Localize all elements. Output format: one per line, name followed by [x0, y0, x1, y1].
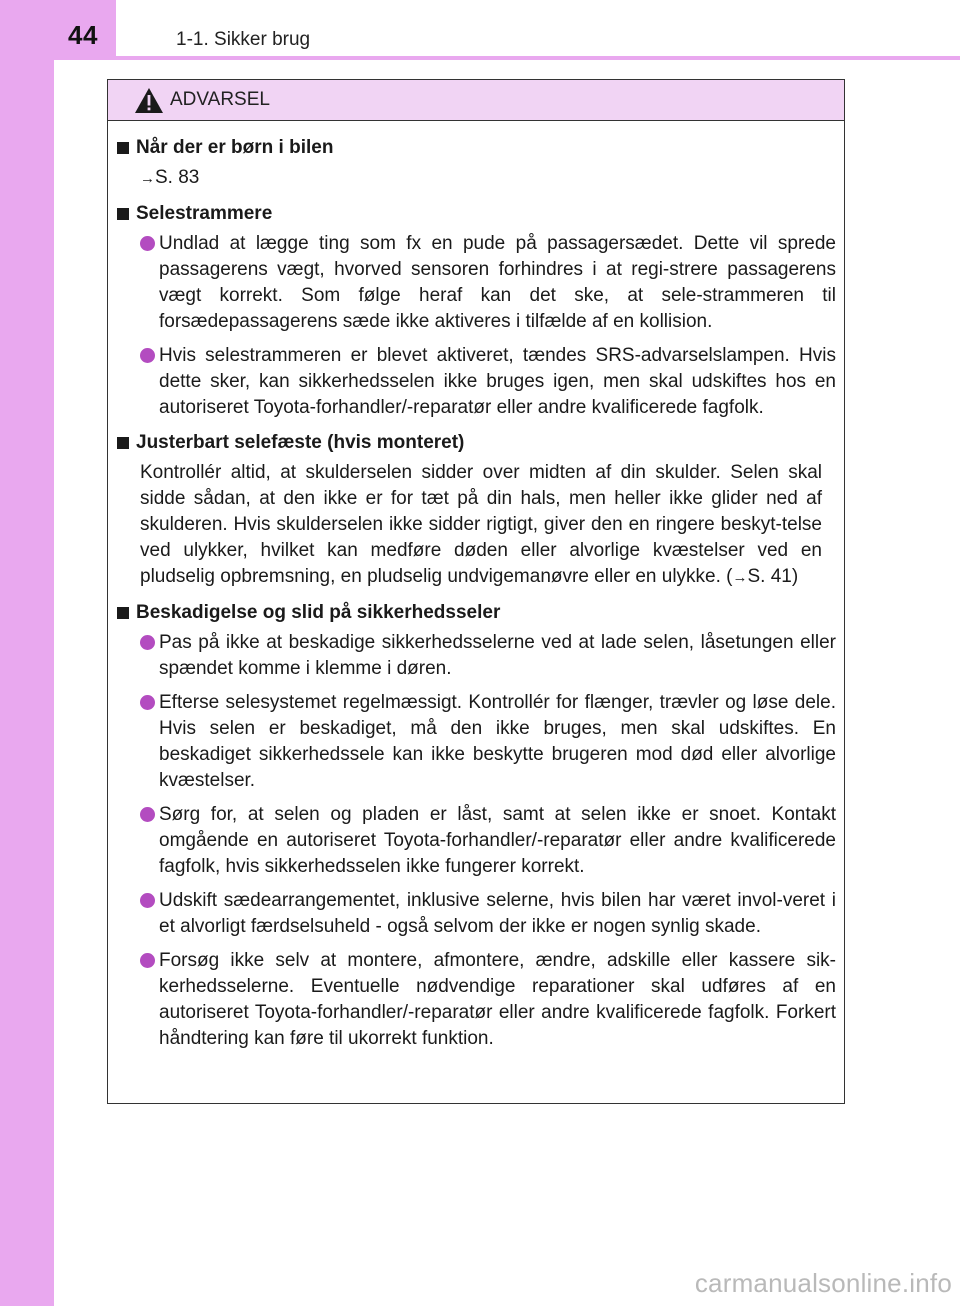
heading-text: Når der er børn i bilen	[136, 137, 334, 158]
list-item-text: Undlad at lægge ting som fx en pude på passagersædet. Dette vil sprede passagerens vægt, hvorved sensoren forhindres i at regi-strere passagerens vægt korrekt. Som følge heraf kan det ske, at sele-strammeren til forsædepassagerens sæde ikke aktiveres i tilfælde af en kollision.	[159, 233, 836, 332]
list-item-text: Sørg for, at selen og pladen er låst, samt at selen ikke er snoet. Kontakt omgående en autoriseret Toyota-forhandler/-reparatør eller andre kvalificerede fagfolk, hvis sikkerhedsselen ikke fungerer korrekt.	[159, 804, 836, 877]
square-bullet-icon	[117, 437, 129, 449]
round-bullet-icon	[140, 348, 155, 363]
header-rule	[54, 56, 960, 60]
list-item-text: Efterse selesystemet regelmæssigt. Kontrollér for flænger, trævler og løse dele. Hvis selen er beskadiget, må den ikke bruges, men skal udskiftes. En beskadiget sikkerhedssele kan ikke beskytte brugeren mod død eller alvorlige kvæstelser.	[159, 692, 836, 791]
square-bullet-icon	[117, 142, 129, 154]
list-item	[116, 948, 836, 1052]
side-color-bar	[0, 0, 54, 1306]
page-reference	[116, 165, 836, 192]
warning-box	[107, 79, 845, 1104]
list-item-text: Udskift sædearrangementet, inklusive selerne, hvis bilen har været invol-veret i et alvorligt færdselsuheld - også selvom der ikke er nogen synlig skade.	[159, 890, 836, 937]
section-heading	[116, 135, 836, 161]
section-pretensioners	[116, 201, 836, 421]
list-item-text: Pas på ikke at beskadige sikkerhedsselerne ved at lade selen, låsetungen eller spændet komme i klemme i døren.	[159, 632, 836, 679]
list-item	[116, 231, 836, 335]
heading-text: Selestrammere	[136, 203, 273, 224]
section-children	[116, 135, 836, 192]
paragraph-text: Kontrollér altid, at skulderselen sidder over midten af din skulder. Selen skal sidde sådan, at den ikke er for tæt på din hals, men heller ikke glider ned af skulderen. Hvis skulderselen ikke sidder rigtigt, giver den en ringere beskyt-telse ved ulykker, hvilket kan medføre døden eller alvorlige kvæstelser ved en pludselig opbremsning, en pludselig undvigemanøvre eller en ulykke. (	[140, 462, 822, 587]
list-item	[116, 343, 836, 421]
square-bullet-icon	[117, 607, 129, 619]
paragraph	[116, 460, 836, 591]
round-bullet-icon	[140, 893, 155, 908]
arrow-icon: →	[732, 569, 748, 586]
warning-triangle-icon	[134, 87, 164, 114]
section-anchor	[116, 430, 836, 591]
reference-text: S. 83	[155, 167, 200, 188]
heading-text: Beskadigelse og slid på sikkerhedsseler	[136, 602, 501, 623]
warning-body	[108, 121, 844, 1052]
round-bullet-icon	[140, 236, 155, 251]
section-title: 1-1. Sikker brug	[176, 29, 311, 50]
list-item	[116, 690, 836, 794]
section-damage	[116, 600, 836, 1052]
warning-label: ADVARSEL	[170, 89, 270, 110]
section-heading	[116, 430, 836, 456]
paragraph-reference: S. 41)	[747, 566, 799, 587]
section-heading	[116, 201, 836, 227]
round-bullet-icon	[140, 953, 155, 968]
list-item	[116, 888, 836, 940]
warning-header	[108, 80, 844, 121]
arrow-icon: →	[140, 170, 155, 187]
page-number: 44	[68, 20, 98, 50]
round-bullet-icon	[140, 695, 155, 710]
round-bullet-icon	[140, 807, 155, 822]
watermark: carmanualsonline.info	[694, 1268, 952, 1298]
heading-text: Justerbart selefæste (hvis monteret)	[136, 432, 465, 453]
list-item	[116, 630, 836, 682]
list-item-text: Forsøg ikke selv at montere, afmontere, ændre, adskille eller kassere sik-kerhedsselerne. Eventuelle nødvendige reparationer skal udføres af en autoriseret Toyota-forhandler/-reparatør eller andre kvalificerede fagfolk. Forkert håndtering kan føre til ukorrekt funktion.	[159, 950, 836, 1049]
list-item-text: Hvis selestrammeren er blevet aktiveret, tændes SRS-advarselslampen. Hvis dette sker, kan sikkerhedsselen ikke bruges igen, men skal udskiftes hos en autoriseret Toyota-forhandler/-reparatør eller andre kvalificerede fagfolk.	[159, 345, 836, 418]
list-item	[116, 802, 836, 880]
square-bullet-icon	[117, 208, 129, 220]
round-bullet-icon	[140, 635, 155, 650]
section-heading	[116, 600, 836, 626]
